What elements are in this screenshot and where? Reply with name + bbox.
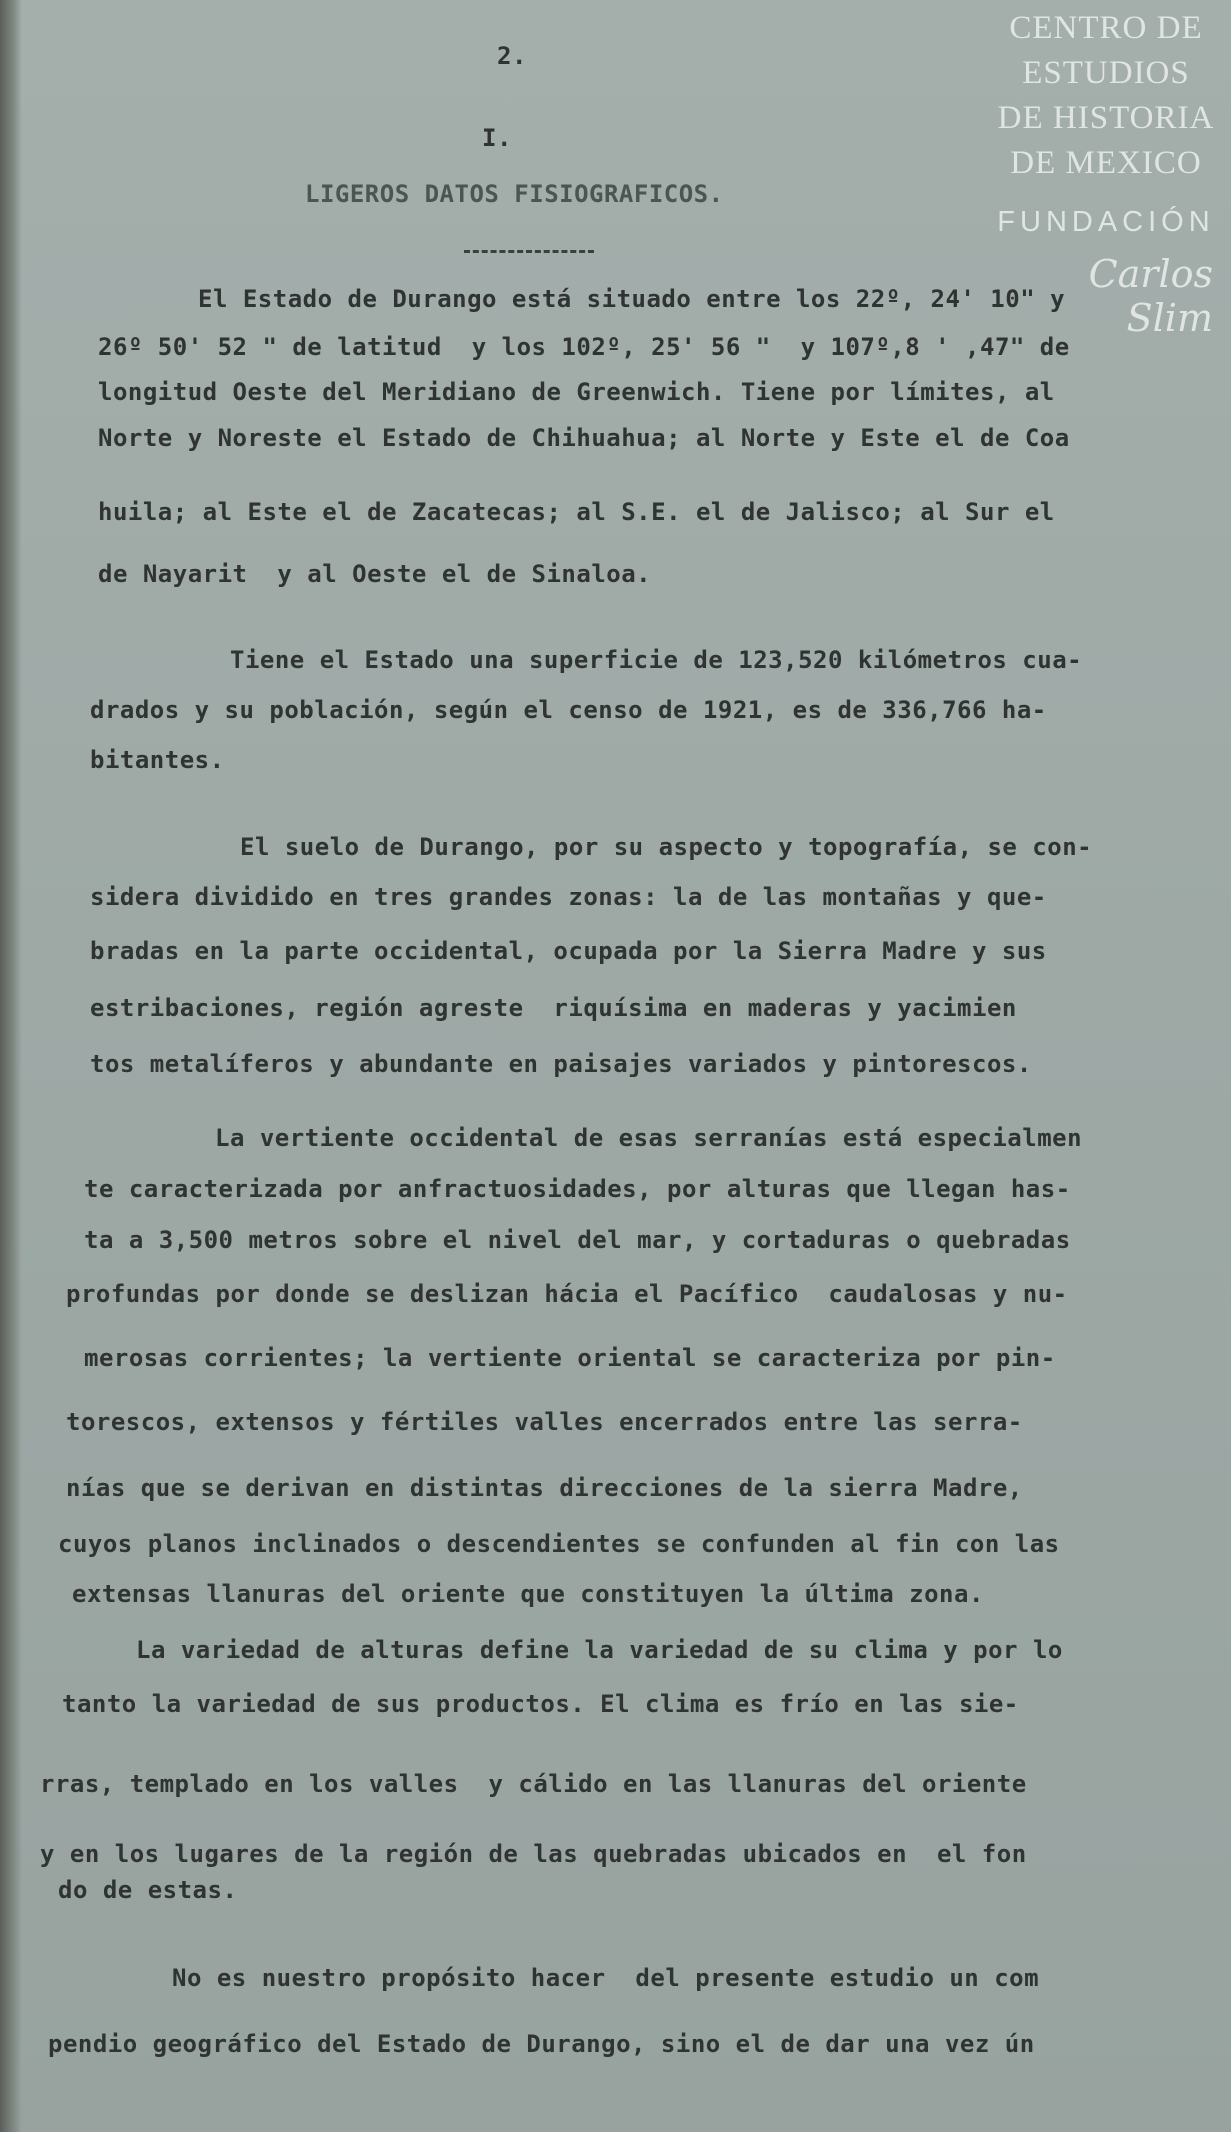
section-title: LIGEROS DATOS FISIOGRAFICOS. xyxy=(305,180,724,208)
body-line-10: El suelo de Durango, por su aspecto y topografía, se con- xyxy=(240,833,1093,861)
page-edge-shadow xyxy=(0,0,22,2132)
body-line-18: profundas por donde se deslizan hácia el Pacífico caudalosas y nu- xyxy=(66,1280,1068,1308)
watermark-signature: Carlos Slim xyxy=(1088,252,1213,340)
body-line-15: La vertiente occidental de esas serranías está especialmen xyxy=(215,1124,1083,1152)
body-line-9: bitantes. xyxy=(90,746,225,774)
section-numeral: I. xyxy=(482,124,512,152)
body-line-12: bradas en la parte occidental, ocupada por la Sierra Madre y sus xyxy=(90,937,1047,965)
body-line-26: rras, templado en los valles y cálido en las llanuras del oriente xyxy=(40,1770,1027,1798)
watermark-line-2: ESTUDIOS xyxy=(1022,55,1190,91)
body-line-2: 26º 50' 52 " de latitud y los 102º, 25' 56 " y 107º,8 ' ,47" de xyxy=(98,333,1070,361)
body-line-22: cuyos planos inclinados o descendientes se confunden al fin con las xyxy=(58,1530,1060,1558)
watermark-line-4: DE MEXICO xyxy=(1010,145,1202,181)
watermark-line-1: CENTRO DE xyxy=(1009,10,1203,46)
watermark-line-3: DE HISTORIA xyxy=(997,100,1215,136)
page-number: 2. xyxy=(497,42,527,70)
body-line-14: tos metalíferos y abundante en paisajes variados y pintorescos. xyxy=(90,1050,1032,1078)
body-line-21: nías que se derivan en distintas direcciones de la sierra Madre, xyxy=(66,1474,1023,1502)
body-line-23: extensas llanuras del oriente que constituyen la última zona. xyxy=(72,1580,984,1608)
body-line-16: te caracterizada por anfractuosidades, por alturas que llegan has- xyxy=(84,1175,1071,1203)
body-line-25: tanto la variedad de sus productos. El clima es frío en las sie- xyxy=(62,1690,1019,1718)
body-line-1: El Estado de Durango está situado entre los 22º, 24' 10" y xyxy=(198,285,1066,313)
body-line-8: drados y su población, según el censo de 1921, es de 336,766 ha- xyxy=(90,696,1047,724)
body-line-27: y en los lugares de la región de las quebradas ubicados en el fon xyxy=(40,1840,1027,1868)
body-line-24: La variedad de alturas define la variedad de su clima y por lo xyxy=(136,1636,1063,1664)
body-line-5: huila; al Este el de Zacatecas; al S.E. el de Jalisco; al Sur el xyxy=(98,498,1055,526)
body-line-4: Norte y Noreste el Estado de Chihuahua; al Norte y Este el de Coa xyxy=(98,424,1070,452)
body-line-19: merosas corrientes; la vertiente oriental se caracteriza por pin- xyxy=(84,1344,1056,1372)
body-line-3: longitud Oeste del Meridiano de Greenwich. Tiene por límites, al xyxy=(98,378,1055,406)
body-line-29: No es nuestro propósito hacer del presente estudio un com xyxy=(172,1964,1040,1992)
body-line-30: pendio geográfico del Estado de Durango, sino el de dar una vez ún xyxy=(48,2030,1035,2058)
body-line-7: Tiene el Estado una superficie de 123,520 kilómetros cua- xyxy=(230,646,1083,674)
body-line-6: de Nayarit y al Oeste el de Sinaloa. xyxy=(98,560,652,588)
body-line-13: estribaciones, región agreste riquísima en maderas y yacimien xyxy=(90,994,1017,1022)
watermark-foundation: FUNDACIÓN xyxy=(997,206,1215,238)
body-line-11: sidera dividido en tres grandes zonas: la de las montañas y que- xyxy=(90,883,1047,911)
body-line-17: ta a 3,500 metros sobre el nivel del mar, y cortaduras o quebradas xyxy=(84,1226,1071,1254)
body-line-28: do de estas. xyxy=(58,1876,238,1904)
title-underline xyxy=(464,250,594,253)
body-line-20: torescos, extensos y fértiles valles encerrados entre las serra- xyxy=(66,1408,1023,1436)
